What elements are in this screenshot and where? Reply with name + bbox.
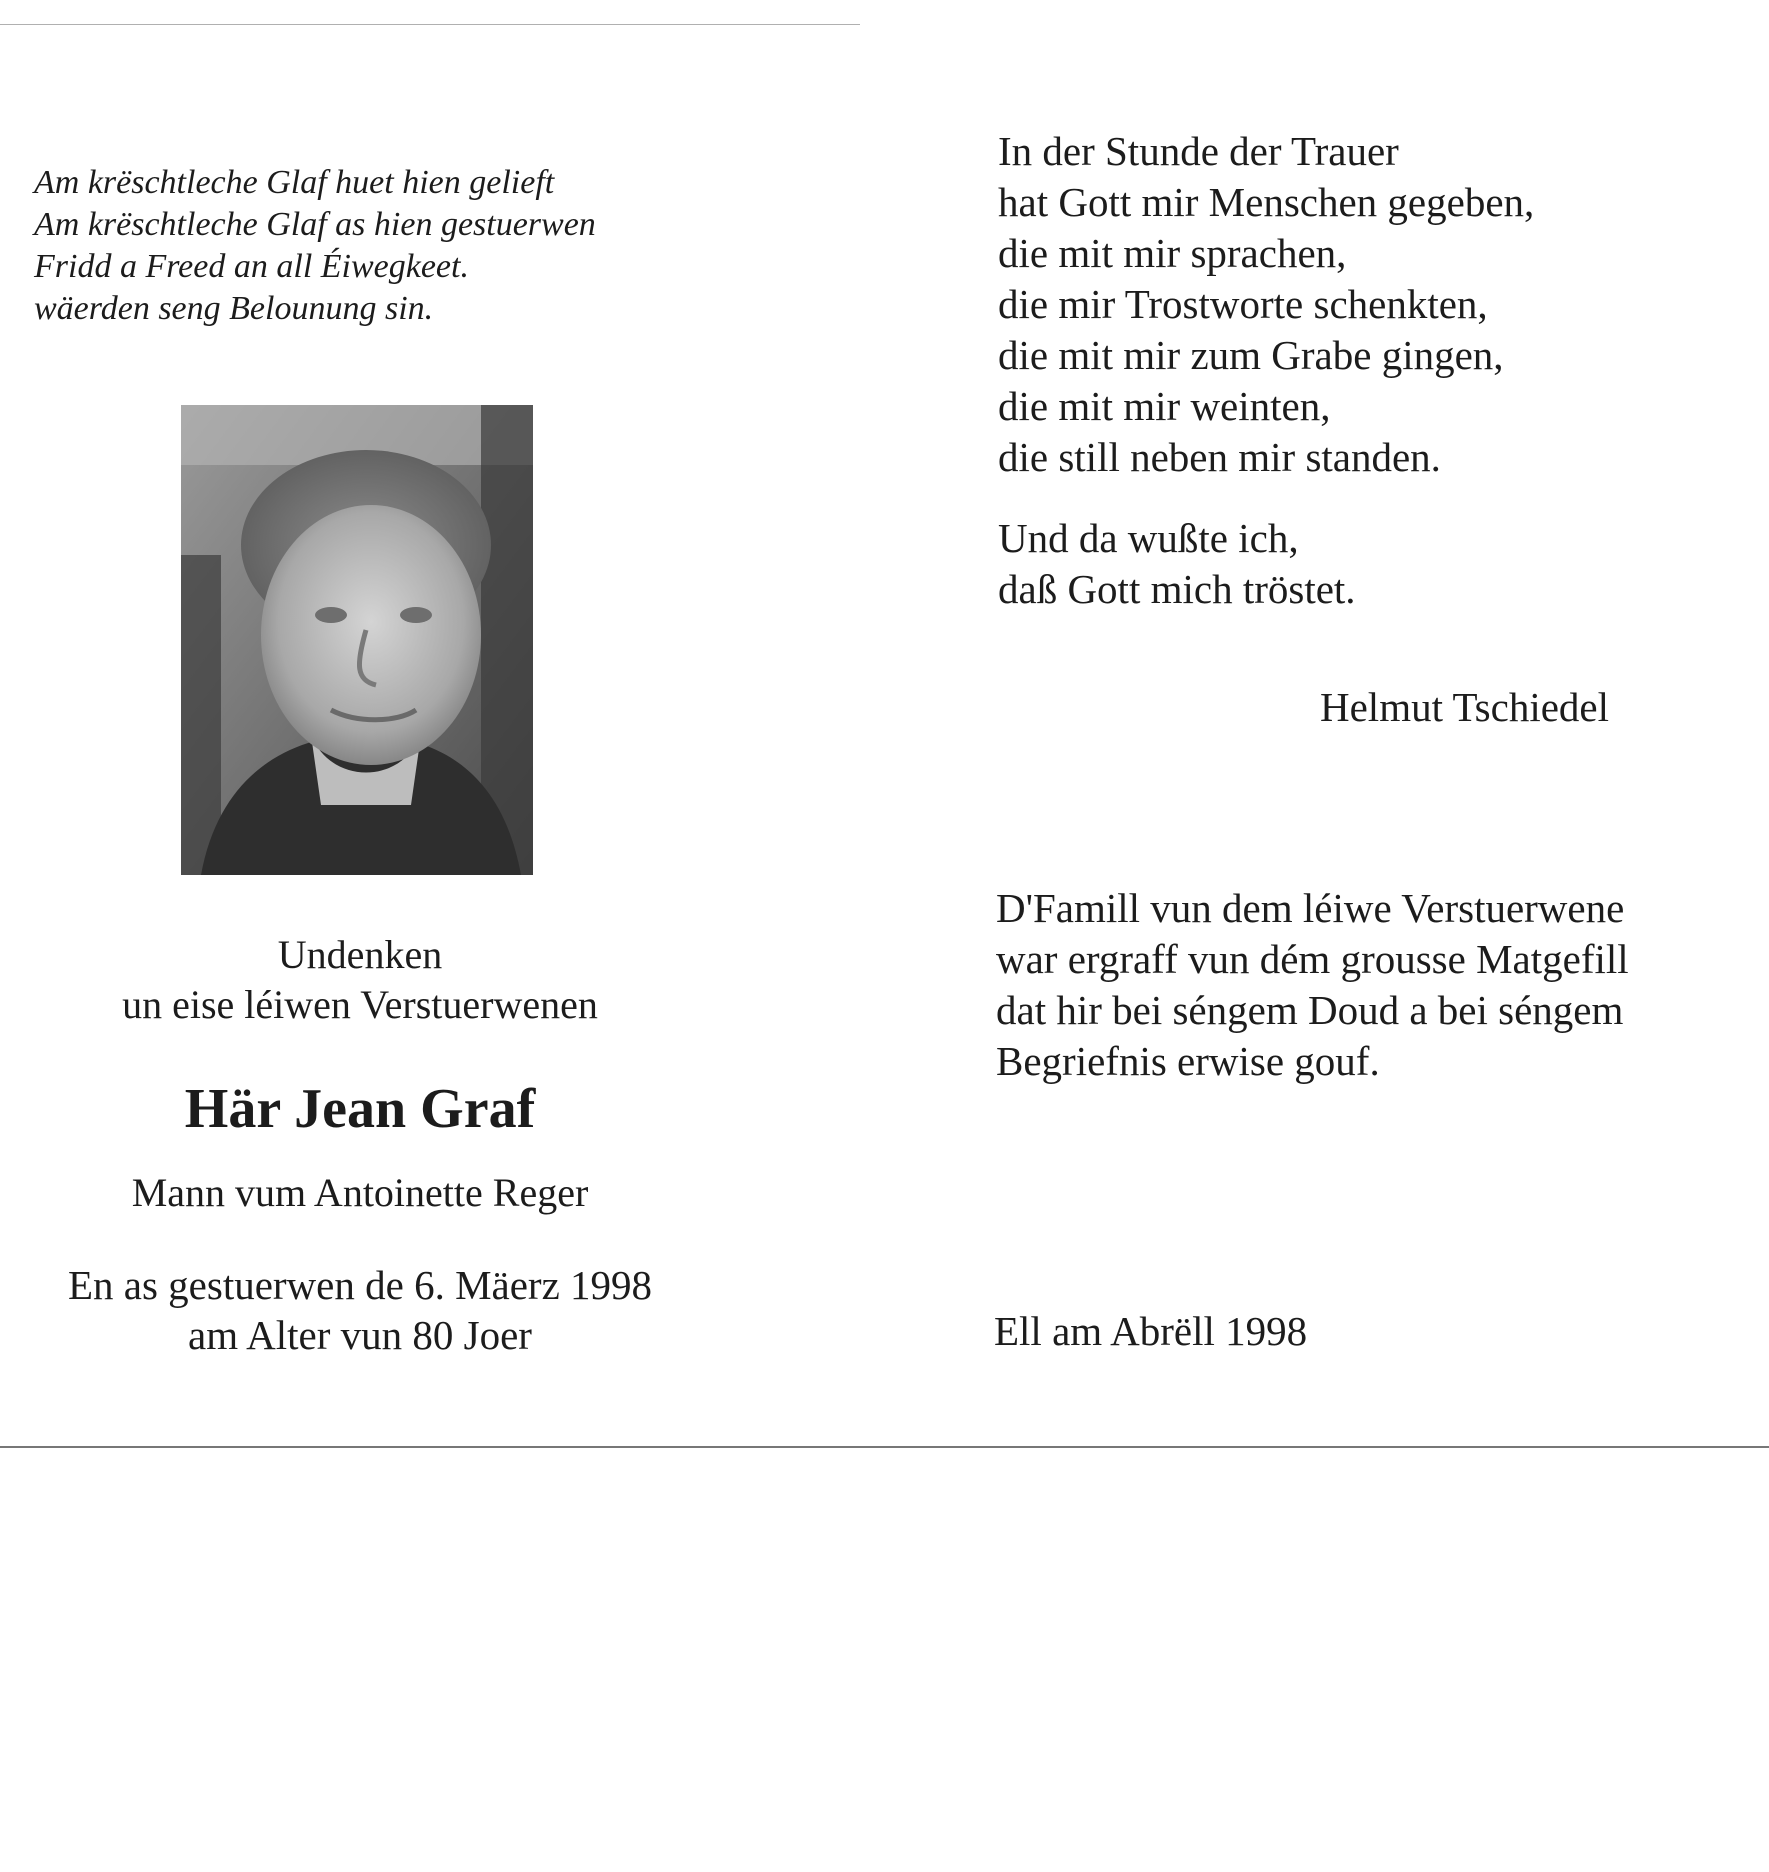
poem-line: Und da wußte ich,: [998, 515, 1299, 561]
poem-line: die still neben mir standen.: [998, 434, 1441, 480]
poem: [998, 126, 1738, 615]
poem-line: daß Gott mich tröstet.: [998, 566, 1356, 612]
top-fold-line: [0, 24, 860, 25]
thanks-line: war ergraff vun dém grousse Matgefill: [996, 936, 1629, 982]
verse-line: Am krëschtleche Glaf as hien gestuerwen: [34, 206, 596, 243]
poem-line: die mir Trostworte schenkten,: [998, 281, 1488, 327]
poem-line: In der Stunde der Trauer: [998, 128, 1399, 174]
spouse-line: Mann vum Antoinette Reger: [131, 1170, 589, 1215]
portrait-photo-image: [181, 405, 533, 875]
verse-line: wäerden seng Belounung sin.: [34, 290, 434, 327]
poem-author: Helmut Tschiedel: [1320, 684, 1610, 730]
portrait-photo: [181, 405, 533, 875]
memorial-heading-line: un eise léiwen Verstuerwenen: [122, 982, 598, 1027]
death-date-line: En as gestuerwen de 6. Mäerz 1998: [67, 1262, 653, 1308]
family-thanks: [996, 883, 1766, 1087]
memorial-heading: [0, 930, 720, 1030]
poem-line: die mit mir weinten,: [998, 383, 1331, 429]
poem-line: die mit mir sprachen,: [998, 230, 1347, 276]
age-line: am Alter vun 80 Joer: [188, 1312, 532, 1358]
bottom-fold-line: [0, 1446, 1769, 1448]
verse-line: Fridd a Freed an all Éiwegkeet.: [34, 248, 469, 285]
religious-verse: [34, 162, 734, 330]
memorial-heading-line: Undenken: [277, 932, 443, 977]
thanks-line: dat hir bei séngem Doud a bei séngem: [996, 987, 1624, 1033]
poem-line: hat Gott mir Menschen gegeben,: [998, 179, 1535, 225]
deceased-name: Här Jean Graf: [184, 1078, 536, 1140]
death-info: [0, 1260, 720, 1360]
poem-stanza-2: [998, 513, 1738, 615]
poem-stanza-1: [998, 126, 1738, 483]
thanks-line: D'Famill vun dem léiwe Verstuerwene: [996, 885, 1625, 931]
poem-line: die mit mir zum Grabe gingen,: [998, 332, 1504, 378]
place-date: Ell am Abrëll 1998: [994, 1308, 1308, 1354]
thanks-line: Begriefnis erwise gouf.: [996, 1038, 1380, 1084]
verse-line: Am krëschtleche Glaf huet hien gelieft: [34, 164, 555, 201]
